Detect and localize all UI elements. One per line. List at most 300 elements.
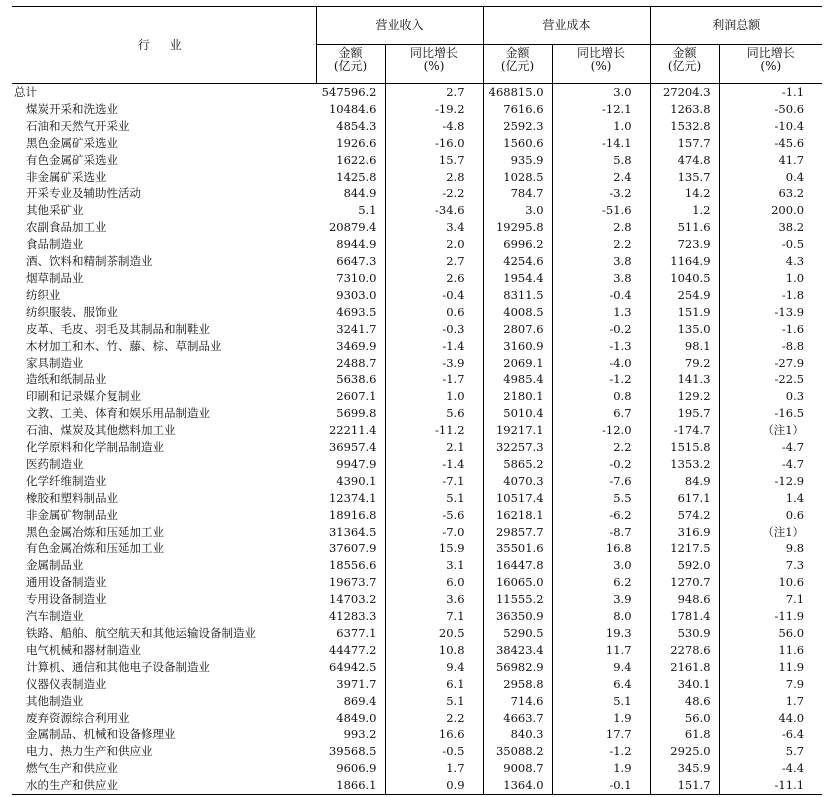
industry-name-cell: 有色金属矿采选业 xyxy=(26,152,118,167)
table-row xyxy=(12,152,822,169)
revenue-amount-cell: 39568.5 xyxy=(316,743,385,760)
industry-name-cell: 通用设备制造业 xyxy=(26,575,107,590)
revenue-amount-cell: 18556.6 xyxy=(316,557,385,574)
profit-growth-cell: 41.7 xyxy=(778,152,805,167)
cost-growth-cell: -6.2 xyxy=(552,507,650,524)
industry-name-cell: 总计 xyxy=(14,85,37,99)
revenue-amount-cell: 1622.6 xyxy=(316,152,385,169)
profit-amount-cell: 1270.7 xyxy=(650,574,719,591)
cost-amount-cell: 714.6 xyxy=(483,693,552,710)
profit-amount-cell: 1164.9 xyxy=(650,253,719,270)
industry-name-cell: 食品制造业 xyxy=(26,237,84,252)
profit-amount-cell: 98.1 xyxy=(650,338,719,355)
cost-amount-cell: 11555.2 xyxy=(483,591,552,608)
cost-growth-cell: 3.8 xyxy=(552,270,650,287)
profit-growth-cell: （注1） xyxy=(762,524,805,539)
cost-amount-cell: 7616.6 xyxy=(483,101,552,118)
amount-unit: (亿元) xyxy=(667,59,702,73)
industry-name-cell: 纺织业 xyxy=(26,287,61,302)
cost-amount-cell: 5865.2 xyxy=(483,456,552,473)
revenue-growth-cell: 0.9 xyxy=(385,777,483,794)
profit-amount-cell: 56.0 xyxy=(650,710,719,727)
revenue-amount-cell: 12374.1 xyxy=(316,490,385,507)
profit-growth-cell: -1.8 xyxy=(781,287,805,302)
cost-growth-cell: 1.9 xyxy=(552,760,650,777)
cost-growth-cell: 17.7 xyxy=(552,726,650,743)
cost-growth-cell: 5.8 xyxy=(552,152,650,169)
cost-amount-cell: 29857.7 xyxy=(483,524,552,541)
table-row xyxy=(12,608,822,625)
profit-amount-cell: 14.2 xyxy=(650,185,719,202)
table-row xyxy=(12,185,822,202)
cost-amount-cell: 19217.1 xyxy=(483,422,552,439)
cost-amount-cell: 4985.4 xyxy=(483,371,552,388)
table-row xyxy=(12,388,822,405)
cost-growth-cell: -8.7 xyxy=(552,524,650,541)
table-row xyxy=(12,321,822,338)
industry-name-cell: 煤炭开采和洗选业 xyxy=(26,101,118,116)
cost-amount-cell: 4254.6 xyxy=(483,253,552,270)
industry-name-cell: 电气机械和器材制造业 xyxy=(26,642,141,657)
table-row xyxy=(12,524,822,541)
industry-name-cell: 造纸和纸制品业 xyxy=(26,372,107,387)
revenue-amount-cell: 9947.9 xyxy=(316,456,385,473)
profit-amount-cell: 345.9 xyxy=(650,760,719,777)
cost-amount-cell: 6996.2 xyxy=(483,236,552,253)
cost-amount-cell: 1954.4 xyxy=(483,270,552,287)
revenue-growth-cell: -16.0 xyxy=(385,135,483,152)
profit-growth-cell: -12.9 xyxy=(774,473,805,488)
revenue-growth-cell: 2.0 xyxy=(385,236,483,253)
table-row xyxy=(12,456,822,473)
amount-label: 金额 xyxy=(505,46,530,60)
profit-growth-cell: 0.6 xyxy=(785,507,805,522)
revenue-growth-cell: 6.1 xyxy=(385,676,483,693)
cost-growth-cell: 9.4 xyxy=(552,659,650,676)
profit-amount-cell: 79.2 xyxy=(650,355,719,372)
cost-amount-cell: 4663.7 xyxy=(483,710,552,727)
revenue-amount-cell: 2607.1 xyxy=(316,388,385,405)
profit-amount-cell: 195.7 xyxy=(650,405,719,422)
cost-growth-cell: 3.8 xyxy=(552,253,650,270)
profit-growth-cell: -6.4 xyxy=(781,727,805,742)
table-row xyxy=(12,118,822,135)
growth-unit: (%) xyxy=(760,59,782,73)
profit-amount-header xyxy=(650,45,719,84)
revenue-growth-cell: -34.6 xyxy=(385,202,483,219)
revenue-growth-cell: -2.2 xyxy=(385,185,483,202)
industry-name-cell: 其他采矿业 xyxy=(26,203,84,218)
growth-label: 同比增长 xyxy=(746,46,795,60)
industry-name-cell: 黑色金属矿采选业 xyxy=(26,135,118,150)
industry-name-cell: 文教、工美、体育和娱乐用品制造业 xyxy=(26,406,210,421)
profit-amount-cell: 1263.8 xyxy=(650,101,719,118)
table-row xyxy=(12,507,822,524)
revenue-amount-cell: 14703.2 xyxy=(316,591,385,608)
profit-amount-cell: 129.2 xyxy=(650,388,719,405)
revenue-growth-cell: 2.2 xyxy=(385,710,483,727)
cost-amount-cell: 16447.8 xyxy=(483,557,552,574)
table-row xyxy=(12,253,822,270)
cost-amount-cell: 35088.2 xyxy=(483,743,552,760)
table-row xyxy=(12,540,822,557)
revenue-growth-cell: 20.5 xyxy=(385,625,483,642)
revenue-amount-cell: 4693.5 xyxy=(316,304,385,321)
revenue-growth-cell: 7.1 xyxy=(385,608,483,625)
profit-amount-cell: 135.7 xyxy=(650,169,719,186)
profit-growth-cell: 0.3 xyxy=(785,389,805,404)
table-row xyxy=(12,760,822,777)
profit-growth-cell: 7.3 xyxy=(785,558,805,573)
cost-growth-cell: 2.2 xyxy=(552,439,650,456)
industry-name-cell: 开采专业及辅助性活动 xyxy=(26,186,141,201)
cost-amount-cell: 468815.0 xyxy=(483,84,552,101)
cost-growth-cell: -3.2 xyxy=(552,185,650,202)
table-header xyxy=(12,7,822,84)
profit-amount-cell: 474.8 xyxy=(650,152,719,169)
industry-name-cell: 化学纤维制造业 xyxy=(26,473,107,488)
profit-amount-cell: 151.9 xyxy=(650,304,719,321)
revenue-amount-cell: 1425.8 xyxy=(316,169,385,186)
cost-amount-cell: 16218.1 xyxy=(483,507,552,524)
profit-amount-cell: 723.9 xyxy=(650,236,719,253)
cost-amount-cell: 8311.5 xyxy=(483,287,552,304)
profit-amount-cell: 1353.2 xyxy=(650,456,719,473)
cost-growth-cell: 1.3 xyxy=(552,304,650,321)
profit-amount-cell: 157.7 xyxy=(650,135,719,152)
table-row xyxy=(12,371,822,388)
cost-growth-cell: 2.4 xyxy=(552,169,650,186)
growth-label: 同比增长 xyxy=(410,46,459,60)
revenue-growth-cell: 2.8 xyxy=(385,169,483,186)
industry-name-cell: 非金属矿物制品业 xyxy=(26,507,118,522)
profit-growth-cell: -4.7 xyxy=(781,456,805,471)
revenue-growth-cell: 3.1 xyxy=(385,557,483,574)
revenue-amount-cell: 44477.2 xyxy=(316,642,385,659)
revenue-amount-cell: 6377.1 xyxy=(316,625,385,642)
revenue-amount-header xyxy=(316,45,385,84)
profit-amount-cell: 530.9 xyxy=(650,625,719,642)
profit-amount-cell: 1781.4 xyxy=(650,608,719,625)
cost-amount-cell: 2069.1 xyxy=(483,355,552,372)
profit-growth-cell: 63.2 xyxy=(778,186,805,201)
profit-growth-cell: 56.0 xyxy=(778,626,805,640)
cost-growth-cell: 1.0 xyxy=(552,118,650,135)
cost-growth-cell: 6.2 xyxy=(552,574,650,591)
cost-growth-cell: 19.3 xyxy=(552,625,650,642)
cost-amount-cell: 2180.1 xyxy=(483,388,552,405)
profit-growth-cell: 1.4 xyxy=(785,490,805,505)
industry-name-cell: 废弃资源综合利用业 xyxy=(26,710,130,725)
revenue-amount-cell: 22211.4 xyxy=(316,422,385,439)
cost-growth-cell: -12.0 xyxy=(552,422,650,439)
revenue-growth-cell: 15.9 xyxy=(385,540,483,557)
revenue-growth-cell: 6.0 xyxy=(385,574,483,591)
profit-amount-cell: 316.9 xyxy=(650,524,719,541)
cost-amount-cell: 56982.9 xyxy=(483,659,552,676)
profit-growth-cell: -45.6 xyxy=(774,135,805,150)
revenue-amount-cell: 19673.7 xyxy=(316,574,385,591)
table-row xyxy=(12,777,822,794)
table-row xyxy=(12,743,822,760)
table-row xyxy=(12,676,822,693)
table-body xyxy=(12,84,822,795)
revenue-amount-cell: 844.9 xyxy=(316,185,385,202)
industry-name-cell: 水的生产和供应业 xyxy=(12,777,316,794)
cost-growth-cell: -1.2 xyxy=(552,743,650,760)
profit-growth-cell: -13.9 xyxy=(774,304,805,319)
profit-growth-cell: -4.7 xyxy=(781,440,805,455)
table-row xyxy=(12,405,822,422)
revenue-growth-cell: -1.4 xyxy=(385,338,483,355)
profit-growth-header xyxy=(719,45,822,84)
table-row xyxy=(12,625,822,642)
table-row xyxy=(12,693,822,710)
table-row xyxy=(12,726,822,743)
revenue-growth-cell: -1.7 xyxy=(385,371,483,388)
industry-name-cell: 印刷和记录媒介复制业 xyxy=(26,389,141,404)
revenue-growth-cell: -7.0 xyxy=(385,524,483,541)
profit-growth-cell: -1.6 xyxy=(781,321,805,336)
profit-amount-cell: 574.2 xyxy=(650,507,719,524)
cost-amount-cell: 32257.3 xyxy=(483,439,552,456)
industry-profit-table-container xyxy=(12,6,822,795)
amount-label: 金额 xyxy=(338,46,363,60)
revenue-growth-cell: 3.6 xyxy=(385,591,483,608)
profit-growth-cell: -4.4 xyxy=(781,761,805,776)
revenue-growth-cell: -0.3 xyxy=(385,321,483,338)
cost-growth-cell: -0.2 xyxy=(552,456,650,473)
revenue-growth-cell: 15.7 xyxy=(385,152,483,169)
profit-growth-cell: 1.7 xyxy=(785,693,805,708)
profit-growth-cell: （注1） xyxy=(762,423,805,438)
revenue-amount-cell: 993.2 xyxy=(316,726,385,743)
profit-growth-cell: -50.6 xyxy=(774,101,805,116)
cost-growth-cell: 3.0 xyxy=(552,557,650,574)
revenue-group-header: 营业收入 xyxy=(316,7,483,45)
profit-amount-cell: 84.9 xyxy=(650,473,719,490)
revenue-amount-cell: 4849.0 xyxy=(316,710,385,727)
table-row xyxy=(12,304,822,321)
amount-unit: (亿元) xyxy=(500,59,535,73)
revenue-growth-cell: -1.4 xyxy=(385,456,483,473)
table-row xyxy=(12,642,822,659)
revenue-amount-cell: 5638.6 xyxy=(316,371,385,388)
profit-amount-cell: -174.7 xyxy=(650,422,719,439)
revenue-growth-cell: 10.8 xyxy=(385,642,483,659)
industry-name-cell: 化学原料和化学制品制造业 xyxy=(26,440,164,455)
amount-unit: (亿元) xyxy=(333,59,368,73)
cost-amount-cell: 38423.4 xyxy=(483,642,552,659)
industry-name-cell: 农副食品加工业 xyxy=(26,220,107,235)
revenue-growth-cell: -19.2 xyxy=(385,101,483,118)
cost-amount-cell: 1560.6 xyxy=(483,135,552,152)
revenue-amount-cell: 9303.0 xyxy=(316,287,385,304)
profit-amount-cell: 151.7 xyxy=(650,777,719,794)
cost-amount-cell: 2958.8 xyxy=(483,676,552,693)
profit-growth-cell: -8.8 xyxy=(781,338,805,353)
growth-label: 同比增长 xyxy=(577,46,626,60)
profit-amount-cell: 1217.5 xyxy=(650,540,719,557)
revenue-growth-cell: -4.8 xyxy=(385,118,483,135)
cost-amount-cell: 9008.7 xyxy=(483,760,552,777)
cost-amount-cell: 784.7 xyxy=(483,185,552,202)
revenue-growth-cell: 5.1 xyxy=(385,490,483,507)
revenue-growth-cell: 2.1 xyxy=(385,439,483,456)
profit-amount-cell: 135.0 xyxy=(650,321,719,338)
revenue-amount-cell: 2488.7 xyxy=(316,355,385,372)
revenue-amount-cell: 1926.6 xyxy=(316,135,385,152)
industry-name-cell: 石油和天然气开采业 xyxy=(26,118,130,133)
table-row xyxy=(12,422,822,439)
cost-amount-cell: 16065.0 xyxy=(483,574,552,591)
revenue-amount-cell: 9606.9 xyxy=(316,760,385,777)
cost-growth-cell: 3.0 xyxy=(552,84,650,101)
table-row xyxy=(12,135,822,152)
revenue-growth-cell: 5.1 xyxy=(385,693,483,710)
cost-growth-cell: -12.1 xyxy=(552,101,650,118)
profit-growth-cell: -27.9 xyxy=(774,355,805,370)
cost-growth-cell: 6.7 xyxy=(552,405,650,422)
revenue-growth-cell: -0.5 xyxy=(385,743,483,760)
profit-growth-cell: 9.8 xyxy=(785,541,805,556)
cost-amount-cell: 35501.6 xyxy=(483,540,552,557)
cost-group-header: 营业成本 xyxy=(483,7,650,45)
cost-growth-cell: 2.8 xyxy=(552,219,650,236)
revenue-amount-cell: 869.4 xyxy=(316,693,385,710)
profit-amount-cell: 2161.8 xyxy=(650,659,719,676)
cost-growth-cell: -0.1 xyxy=(552,777,650,794)
cost-growth-cell: 16.8 xyxy=(552,540,650,557)
table-row xyxy=(12,710,822,727)
revenue-growth-header xyxy=(385,45,483,84)
revenue-growth-cell: 1.7 xyxy=(385,760,483,777)
table-row xyxy=(12,287,822,304)
growth-unit: (%) xyxy=(423,59,445,73)
industry-name-cell: 金属制品、机械和设备修理业 xyxy=(26,727,176,742)
table-row xyxy=(12,338,822,355)
revenue-amount-cell: 3241.7 xyxy=(316,321,385,338)
industry-name-cell: 烟草制品业 xyxy=(26,270,84,285)
cost-growth-cell: 8.0 xyxy=(552,608,650,625)
revenue-amount-cell: 37607.9 xyxy=(316,540,385,557)
profit-growth-cell: -1.1 xyxy=(781,85,805,99)
industry-name-cell: 纺织服装、服饰业 xyxy=(26,304,118,319)
profit-growth-cell: 44.0 xyxy=(778,710,805,725)
revenue-amount-cell: 6647.3 xyxy=(316,253,385,270)
industry-name-cell: 其他制造业 xyxy=(26,693,84,708)
industry-name-cell: 汽车制造业 xyxy=(26,609,84,624)
profit-amount-cell: 340.1 xyxy=(650,676,719,693)
profit-growth-cell: 38.2 xyxy=(778,220,805,235)
profit-growth-cell: 5.7 xyxy=(785,744,805,759)
cost-amount-cell: 935.9 xyxy=(483,152,552,169)
profit-growth-cell: 10.6 xyxy=(778,575,805,590)
profit-growth-cell: -22.5 xyxy=(774,372,805,387)
revenue-amount-cell: 31364.5 xyxy=(316,524,385,541)
table-row xyxy=(12,439,822,456)
profit-amount-cell: 141.3 xyxy=(650,371,719,388)
table-row xyxy=(12,659,822,676)
cost-amount-cell: 3.0 xyxy=(483,202,552,219)
profit-amount-cell: 48.6 xyxy=(650,693,719,710)
profit-amount-cell: 1515.8 xyxy=(650,439,719,456)
table-row xyxy=(12,355,822,372)
cost-growth-cell: -4.0 xyxy=(552,355,650,372)
table-row xyxy=(12,236,822,253)
profit-group-header: 利润总额 xyxy=(650,7,822,45)
industry-name-cell: 家具制造业 xyxy=(26,355,84,370)
profit-growth-cell: -11.9 xyxy=(774,609,805,624)
cost-growth-cell: 0.8 xyxy=(552,388,650,405)
profit-amount-cell: 27204.3 xyxy=(650,84,719,101)
revenue-growth-cell: -5.6 xyxy=(385,507,483,524)
table-row xyxy=(12,557,822,574)
industry-name-cell: 有色金属冶炼和压延加工业 xyxy=(26,541,164,556)
industry-name-cell: 仪器仪表制造业 xyxy=(26,676,107,691)
cost-growth-cell: -7.6 xyxy=(552,473,650,490)
table-row xyxy=(12,101,822,118)
profit-amount-cell: 948.6 xyxy=(650,591,719,608)
cost-amount-header xyxy=(483,45,552,84)
industry-name-cell: 石油、煤炭及其他燃料加工业 xyxy=(26,423,176,438)
cost-amount-cell: 2807.6 xyxy=(483,321,552,338)
industry-name-cell: 非金属矿采选业 xyxy=(26,169,107,184)
profit-amount-cell: 1.2 xyxy=(650,202,719,219)
profit-amount-cell: 617.1 xyxy=(650,490,719,507)
revenue-growth-cell: 3.4 xyxy=(385,219,483,236)
revenue-amount-cell: 64942.5 xyxy=(316,659,385,676)
profit-amount-cell: 2925.0 xyxy=(650,743,719,760)
cost-amount-cell: 3160.9 xyxy=(483,338,552,355)
industry-column-header: 行 业 xyxy=(12,7,316,84)
growth-unit: (%) xyxy=(590,59,612,73)
industry-name-cell: 皮革、毛皮、羽毛及其制品和制鞋业 xyxy=(26,321,210,336)
profit-amount-cell: 254.9 xyxy=(650,287,719,304)
profit-growth-cell: 11.6 xyxy=(778,642,805,657)
industry-name-cell: 铁路、船舶、航空航天和其他运输设备制造业 xyxy=(26,626,256,640)
industry-name-cell: 橡胶和塑料制品业 xyxy=(26,490,118,505)
revenue-amount-cell: 5.1 xyxy=(316,202,385,219)
revenue-amount-cell: 1866.1 xyxy=(316,777,385,794)
revenue-growth-cell: -11.2 xyxy=(385,422,483,439)
table-row xyxy=(12,202,822,219)
cost-growth-cell: 3.9 xyxy=(552,591,650,608)
profit-amount-cell: 1040.5 xyxy=(650,270,719,287)
cost-amount-cell: 10517.4 xyxy=(483,490,552,507)
industry-name-cell: 医药制造业 xyxy=(26,456,84,471)
profit-amount-cell: 1532.8 xyxy=(650,118,719,135)
cost-growth-cell: 11.7 xyxy=(552,642,650,659)
profit-amount-cell: 592.0 xyxy=(650,557,719,574)
table-row xyxy=(12,591,822,608)
revenue-amount-cell: 18916.8 xyxy=(316,507,385,524)
cost-growth-cell: -1.3 xyxy=(552,338,650,355)
profit-growth-cell: 0.4 xyxy=(785,169,805,184)
revenue-amount-cell: 41283.3 xyxy=(316,608,385,625)
profit-amount-cell: 61.8 xyxy=(650,726,719,743)
profit-growth-cell: -11.1 xyxy=(719,777,822,794)
cost-growth-cell: -0.2 xyxy=(552,321,650,338)
cost-amount-cell: 4008.5 xyxy=(483,304,552,321)
revenue-amount-cell: 20879.4 xyxy=(316,219,385,236)
cost-growth-cell: -14.1 xyxy=(552,135,650,152)
cost-amount-cell: 19295.8 xyxy=(483,219,552,236)
cost-amount-cell: 1028.5 xyxy=(483,169,552,186)
revenue-amount-cell: 547596.2 xyxy=(316,84,385,101)
cost-growth-cell: -51.6 xyxy=(552,202,650,219)
table-row xyxy=(12,270,822,287)
